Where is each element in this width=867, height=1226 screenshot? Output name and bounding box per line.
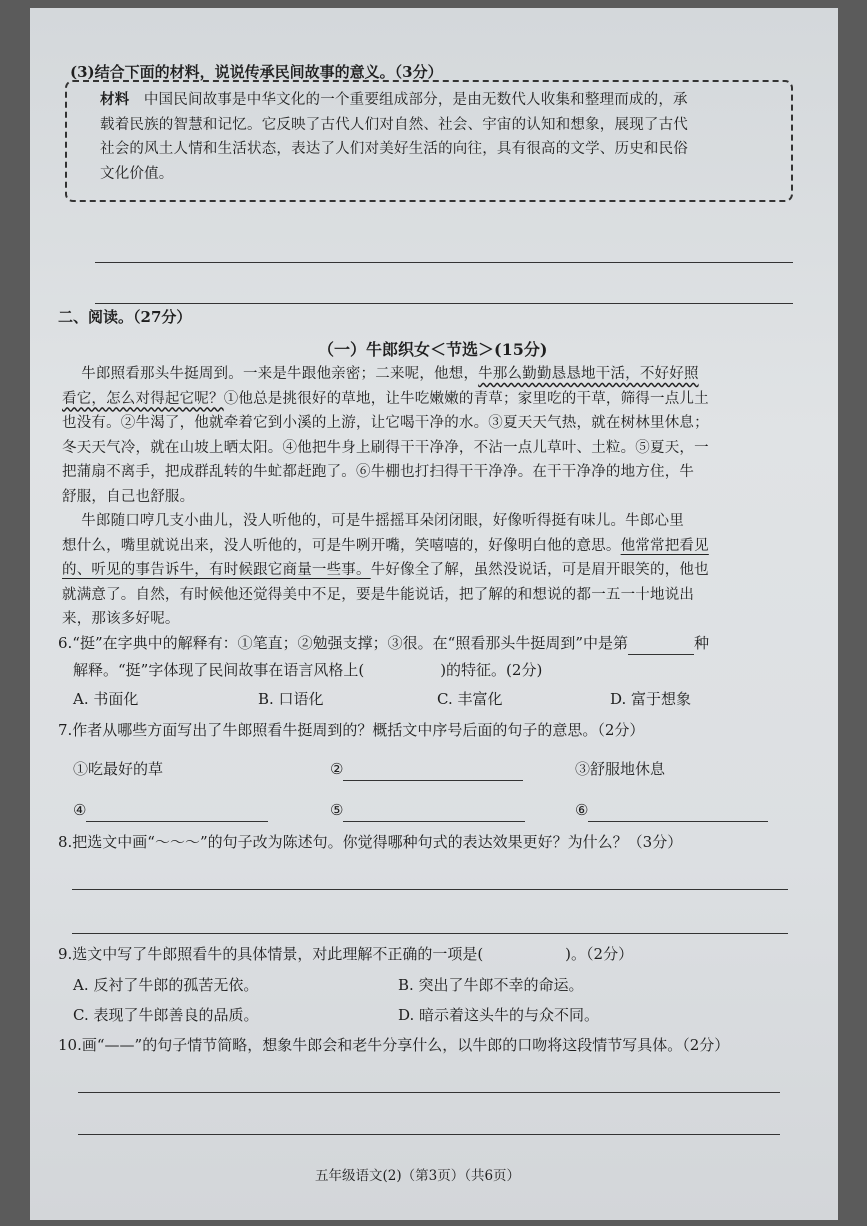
- wavy-sentence: 看它，怎么对得起它呢？: [62, 390, 224, 407]
- q9-option[interactable]: D. 暗示着这头牛的与众不同。: [398, 1006, 600, 1024]
- answer-line[interactable]: [95, 262, 793, 263]
- q9-option[interactable]: B. 突出了牛郎不幸的命运。: [398, 976, 584, 994]
- q6-option[interactable]: C. 丰富化: [437, 690, 503, 708]
- passage-title: （一）牛郎织女＜节选＞(15分): [318, 340, 548, 359]
- q6-text: )的特征。(2分): [440, 661, 543, 679]
- section-heading: 二、阅读。（27分）: [58, 308, 192, 326]
- material-label: 材料: [100, 91, 130, 108]
- q6-option[interactable]: A. 书面化: [73, 690, 139, 708]
- passage-text: ①他总是挑很好的草地，让牛吃嫩嫩的青草；家里吃的干草，筛得一点儿土: [223, 390, 709, 407]
- q7-item: [575, 799, 768, 822]
- passage-text: 牛郎随口哼几支小曲儿，没人听他的，可是牛摇摇耳朵闭闭眼，好像听得挺有味儿。牛郎心里: [81, 513, 684, 529]
- passage-text: 冬天天气冷，就在山坡上晒太阳。④他把牛身上刷得干干净净，不沾一点儿草叶、土粒。⑤夏天，一: [62, 439, 709, 456]
- passage-text: 来，那该多好呢。: [62, 611, 180, 627]
- passage-text: 就满意了。自然，有时候他还觉得美中不足，要是牛能说话，把了解的和想说的都一五一十地说出: [62, 586, 695, 603]
- q6-text: 6.“挺”在字典中的解释有：①笔直；②勉强支撑；③很。在“照看那头牛挺周到”中是第: [58, 634, 628, 652]
- q6-text: 种: [694, 634, 710, 652]
- material-line: 文化价值。: [100, 165, 174, 182]
- wavy-sentence: 牛那么勤勤恳恳地干活，不好好照: [478, 366, 699, 382]
- q7-blank[interactable]: [86, 799, 268, 822]
- q6-blank[interactable]: [628, 632, 694, 655]
- q7-item-label: ⑥: [575, 801, 589, 819]
- answer-line[interactable]: [72, 933, 788, 934]
- q7-item: [330, 758, 523, 781]
- q7-blank[interactable]: [343, 799, 525, 822]
- q9-prompt: [58, 943, 633, 965]
- answer-line[interactable]: [72, 889, 788, 890]
- q7-item: [330, 799, 525, 822]
- q7-item-label: ⑤: [330, 801, 344, 819]
- q9-option[interactable]: A. 反衬了牛郎的孤苦无依。: [73, 976, 259, 994]
- material-text: [100, 88, 688, 186]
- q7-item: [73, 799, 268, 822]
- page-footer: 五年级语文(2)（第3页）（共6页）: [315, 1168, 521, 1184]
- passage-text: 牛好像全了解，虽然没说话，可是眉开眼笑的，他也: [370, 562, 709, 578]
- material-line: 中国民间故事是中华文化的一个重要组成部分，是由无数代人收集和整理而成的，承: [143, 92, 688, 108]
- q10-prompt: 10.画“——”的句子情节简略，想象牛郎会和老牛分享什么，以牛郎的口吻将这段情节写具体。（2分）: [58, 1036, 730, 1054]
- q7-blank[interactable]: [588, 799, 768, 822]
- passage-text: 也没有。②牛渴了，他就牵着它到小溪的上游，让它喝干净的水。③夏天天气热，就在树林里休息；: [62, 415, 709, 431]
- q7-item: ①吃最好的草: [73, 760, 164, 778]
- q7-item: ③舒服地休息: [575, 760, 666, 778]
- q9-option[interactable]: C. 表现了牛郎善良的品质。: [73, 1006, 259, 1024]
- q6-option[interactable]: B. 口语化: [258, 690, 324, 708]
- answer-line[interactable]: [78, 1092, 780, 1093]
- passage-text: 牛郎照看那头牛挺周到。一来是牛跟他亲密；二来呢，他想，: [81, 366, 479, 382]
- answer-line[interactable]: [78, 1134, 780, 1135]
- q3-prompt: (3)结合下面的材料，说说传承民间故事的意义。（3分）: [70, 63, 443, 81]
- q6-option[interactable]: D. 富于想象: [610, 690, 692, 708]
- answer-line[interactable]: [95, 303, 793, 304]
- q7-prompt: 7.作者从哪些方面写出了牛郎照看牛挺周到的？概括文中序号后面的句子的意思。（2分）: [58, 721, 645, 739]
- q7-item-label: ④: [73, 801, 87, 819]
- passage-text: 舒服，自己也舒服。: [62, 488, 195, 505]
- q6-text: 解释。“挺”字体现了民间故事在语言风格上(: [73, 661, 365, 679]
- q9-text: 9.选文中写了牛郎照看牛的具体情景，对此理解不正确的一项是(: [58, 945, 484, 963]
- q6-line1: [58, 632, 709, 655]
- q7-blank[interactable]: [343, 758, 523, 781]
- q9-text: )。（2分）: [565, 945, 634, 963]
- passage: [62, 362, 709, 632]
- q8-prompt: 8.把选文中画“～～～”的句子改为陈述句。你觉得哪种句式的表达效果更好？为什么？（3分）: [58, 833, 683, 851]
- q6-line2: [73, 659, 542, 681]
- q7-item-label: ②: [330, 760, 344, 778]
- underlined-sentence: 他常常把看见: [620, 537, 709, 554]
- underlined-sentence: 的、听见的事告诉牛，有时候跟它商量一些事。: [62, 562, 371, 578]
- material-line: 载着民族的智慧和记忆。它反映了古代人们对自然、社会、宇宙的认知和想象，展现了古代: [100, 116, 688, 133]
- passage-text: 想什么，嘴里就说出来，没人听他的，可是牛咧开嘴，笑嘻嘻的，好像明白他的意思。: [62, 537, 621, 554]
- material-line: 社会的风土人情和生活状态，表达了人们对美好生活的向往，具有很高的文学、历史和民俗: [100, 141, 688, 157]
- passage-text: 把蒲扇不离手，把成群乱转的牛虻都赶跑了。⑥牛棚也打扫得干干净净。在干干净净的地方住，牛: [62, 464, 695, 480]
